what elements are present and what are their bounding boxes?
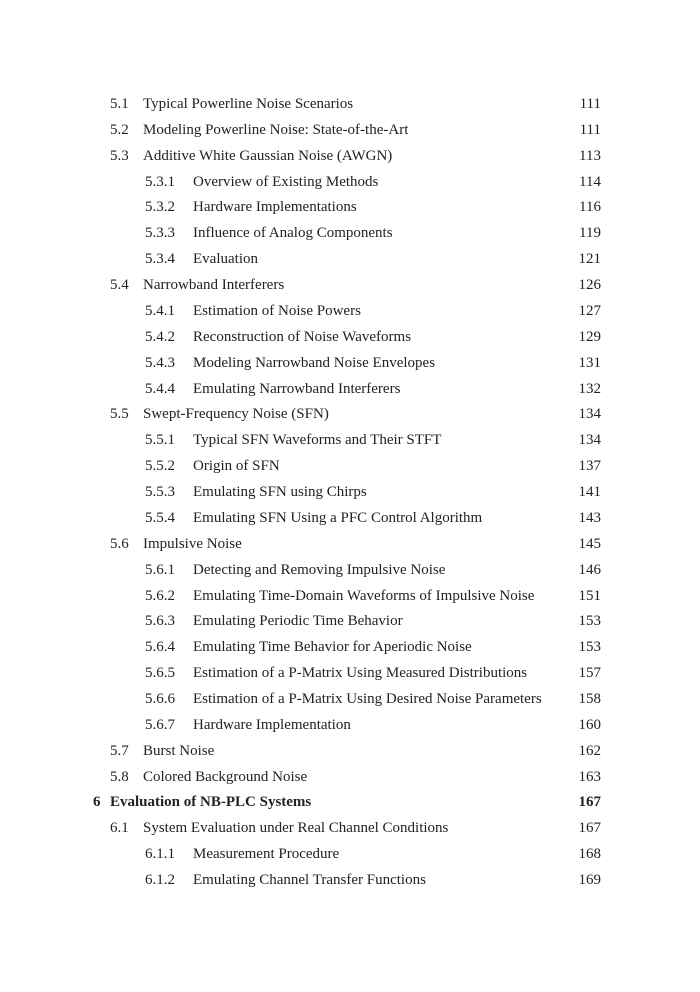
toc-entry-page: 113 (579, 147, 601, 164)
toc-entry-title: Reconstruction of Noise Waveforms (193, 328, 412, 345)
toc-entry[interactable] (0, 274, 700, 296)
toc-entry-title: Emulating Time-Domain Waveforms of Impulsive Noise (193, 587, 535, 604)
toc-entry-page: 167 (578, 794, 601, 811)
toc-entry[interactable] (0, 714, 700, 736)
toc-entry[interactable] (0, 507, 700, 529)
toc-entry-page: 116 (579, 199, 601, 216)
toc-entry[interactable] (0, 222, 700, 244)
toc-entry-page: 167 (578, 820, 601, 837)
toc-entry-page: 157 (578, 665, 601, 682)
toc-entry-title: Colored Background Noise (143, 768, 308, 785)
toc-entry-page: 163 (578, 768, 601, 785)
toc-entry-page: 137 (578, 458, 601, 475)
toc-entry-title: Typical SFN Waveforms and Their STFT (193, 432, 442, 449)
toc-entry[interactable] (0, 559, 700, 581)
toc-entry[interactable] (0, 662, 700, 684)
toc-entry[interactable] (0, 740, 700, 762)
toc-entry[interactable] (0, 429, 700, 451)
toc-entry-title: Influence of Analog Components (193, 225, 393, 242)
toc-entry-number: 5.3.1 (145, 173, 175, 190)
toc-entry-title: Additive White Gaussian Noise (AWGN) (143, 147, 393, 164)
toc-entry-number: 5.3.2 (145, 199, 175, 216)
toc-entry-page: 162 (578, 742, 601, 759)
toc-entry-title: Emulating Channel Transfer Functions (193, 872, 426, 889)
toc-entry-number: 5.3.3 (145, 225, 175, 242)
toc-entry-page: 168 (578, 846, 601, 863)
toc-entry-title: Narrowband Interferers (143, 277, 285, 294)
toc-entry-number: 5.5.3 (145, 484, 175, 501)
toc-entry-page: 134 (578, 406, 601, 423)
toc-entry[interactable] (0, 171, 700, 193)
toc-entry-page: 114 (579, 173, 601, 190)
toc-entry-title: Typical Powerline Noise Scenarios (143, 96, 354, 112)
toc-entry-number: 5.4.1 (145, 302, 175, 319)
toc-entry-title: Overview of Existing Methods (193, 173, 379, 190)
toc-entry[interactable] (0, 326, 700, 348)
toc-entry-page: 121 (578, 251, 601, 268)
toc-entry-page: 141 (578, 484, 601, 501)
toc-entry[interactable] (0, 403, 700, 425)
toc-entry[interactable] (0, 300, 700, 322)
toc-entry-number: 5.4.4 (145, 380, 175, 397)
toc-entry[interactable] (0, 455, 700, 477)
toc-entry-number: 5.3.4 (145, 251, 175, 268)
toc-entry-page: 160 (578, 716, 601, 733)
toc-entry[interactable] (0, 688, 700, 710)
toc-entry-page: 132 (578, 380, 601, 397)
toc-entry[interactable] (0, 843, 700, 865)
toc-entry-page: 153 (578, 613, 601, 630)
toc-entry[interactable] (0, 119, 700, 141)
toc-entry[interactable] (0, 817, 700, 839)
toc-entry-page: 119 (579, 225, 601, 242)
toc-entry-title: Emulating Time Behavior for Aperiodic Noise (193, 639, 472, 656)
toc-entry-number: 5.5.2 (145, 458, 175, 475)
toc-entry-page: 131 (578, 354, 601, 371)
toc-entry-title: Burst Noise (143, 742, 215, 759)
toc-entry[interactable] (0, 196, 700, 218)
toc-chapter-entry[interactable] (0, 791, 700, 813)
toc-entry-number: 6 (93, 794, 101, 811)
toc-entry-title: Evaluation of NB-PLC Systems (110, 794, 312, 811)
toc-entry-page: 134 (578, 432, 601, 449)
toc-entry-number: 5.6.2 (145, 587, 175, 604)
toc-entry-number: 5.6.4 (145, 639, 175, 656)
toc-entry[interactable] (0, 248, 700, 270)
toc-entry-page: 146 (578, 561, 601, 578)
toc-entry-title: Estimation of a P-Matrix Using Desired Noise Parameters (193, 691, 542, 707)
toc-entry-title: Detecting and Removing Impulsive Noise (193, 561, 446, 578)
toc-entry[interactable] (0, 352, 700, 374)
toc-entry-title: Estimation of a P-Matrix Using Measured Distributions (193, 665, 528, 682)
toc-entry-page: 111 (579, 96, 601, 112)
toc-entry-number: 6.1.1 (145, 846, 175, 863)
toc-entry[interactable] (0, 481, 700, 503)
toc-entry-number: 5.5.1 (145, 432, 175, 449)
toc-entry-number: 5.6.1 (145, 561, 175, 578)
toc-entry-title: Modeling Narrowband Noise Envelopes (193, 354, 436, 371)
toc-entry-number: 6.1.2 (145, 872, 175, 889)
toc-entry-title: Modeling Powerline Noise: State-of-the-Art (143, 121, 409, 138)
toc-entry-number: 5.2 (110, 121, 129, 138)
toc-entry-title: Swept-Frequency Noise (SFN) (143, 406, 329, 423)
toc-entry-page: 169 (578, 872, 601, 889)
toc-entry-number: 5.6.6 (145, 691, 175, 707)
toc-entry-page: 151 (578, 587, 601, 604)
toc-entry-number: 5.7 (110, 742, 129, 759)
toc-entry-title: Evaluation (193, 251, 258, 268)
toc-entry-page: 143 (578, 509, 601, 526)
toc-entry-title: Emulating Narrowband Interferers (193, 380, 401, 397)
toc-entry[interactable] (0, 636, 700, 658)
toc-entry[interactable] (0, 766, 700, 788)
toc-entry-page: 111 (579, 121, 601, 138)
toc-entry-number: 6.1 (110, 820, 129, 837)
toc-entry-number: 5.4.2 (145, 328, 175, 345)
toc-entry-title: Estimation of Noise Powers (193, 302, 361, 319)
toc-entry-title: Emulating SFN Using a PFC Control Algorithm (193, 509, 483, 526)
toc-entry-page: 153 (578, 639, 601, 656)
toc-entry-title: Origin of SFN (193, 458, 280, 475)
toc-entry[interactable] (0, 145, 700, 167)
toc-entry[interactable] (0, 533, 700, 555)
toc-entry-title: Emulating Periodic Time Behavior (193, 613, 403, 630)
toc-entry[interactable] (0, 378, 700, 400)
toc-entry-title: Measurement Procedure (193, 846, 340, 863)
toc-entry-number: 5.6.5 (145, 665, 175, 682)
toc-entry-title: Hardware Implementations (193, 199, 357, 216)
toc-entry-title: Impulsive Noise (143, 535, 242, 552)
toc-entry-title: Hardware Implementation (193, 716, 351, 733)
toc-entry-number: 5.6.3 (145, 613, 175, 630)
toc-entry[interactable] (0, 610, 700, 632)
toc-entry-number: 5.1 (110, 96, 129, 112)
toc-entry-number: 5.5 (110, 406, 129, 423)
toc-entry-title: Emulating SFN using Chirps (193, 484, 367, 501)
toc-entry[interactable] (0, 585, 700, 607)
toc-entry-page: 129 (578, 328, 601, 345)
toc-entry-number: 5.4 (110, 277, 129, 294)
toc-entry-page: 145 (578, 535, 601, 552)
toc-entry-title: System Evaluation under Real Channel Conditions (143, 820, 449, 837)
toc-entry-page: 126 (578, 277, 601, 294)
toc-entry-number: 5.6 (110, 535, 129, 552)
toc-entry-number: 5.4.3 (145, 354, 175, 371)
toc-entry-page: 158 (578, 691, 601, 707)
toc-entry-number: 5.3 (110, 147, 129, 164)
toc-entry-page: 127 (578, 302, 601, 319)
toc-entry-number: 5.5.4 (145, 509, 175, 526)
toc-entry-number: 5.6.7 (145, 716, 175, 733)
toc-entry[interactable] (0, 93, 700, 115)
toc-entry[interactable] (0, 869, 700, 891)
toc-entry-number: 5.8 (110, 768, 129, 785)
